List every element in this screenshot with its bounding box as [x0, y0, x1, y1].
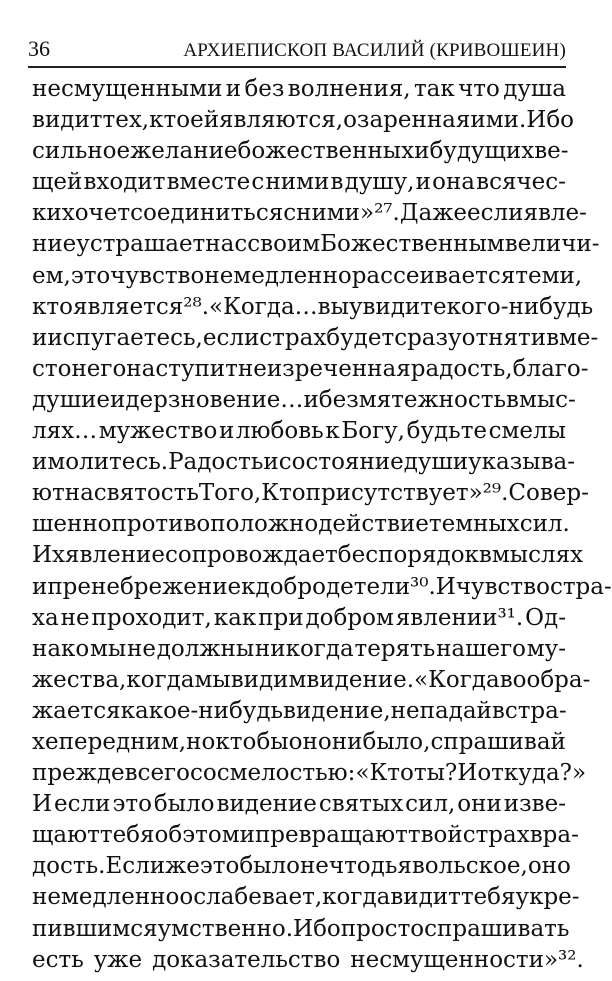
word: отнят — [461, 324, 531, 351]
word: «Когда — [414, 666, 500, 693]
text-line — [32, 229, 600, 260]
word: терять — [354, 635, 436, 662]
text-line — [32, 385, 576, 416]
word: видит — [390, 884, 461, 911]
word: благо- — [512, 355, 589, 382]
word: душие — [32, 386, 111, 413]
word: безмятежность — [318, 386, 506, 413]
text-line — [32, 105, 575, 136]
text-line — [32, 167, 566, 198]
word: ние — [32, 231, 77, 258]
text-line — [32, 74, 566, 105]
word: наступит — [126, 355, 238, 382]
word: не — [60, 604, 90, 631]
text-line — [32, 914, 570, 945]
word: испугаетесь, — [47, 324, 203, 351]
text-line — [32, 696, 566, 727]
word: спрашивать — [424, 915, 570, 942]
word: когда — [126, 666, 195, 693]
text-line — [32, 572, 612, 603]
word: как — [213, 604, 257, 631]
word: стра- — [549, 573, 612, 600]
word: но — [186, 728, 216, 755]
word: чувство — [455, 573, 550, 600]
word: когда — [322, 884, 391, 911]
text-line — [32, 634, 566, 665]
word: в — [491, 697, 505, 724]
word: лях… — [32, 418, 98, 445]
text-line — [32, 603, 566, 634]
word: будет — [326, 324, 395, 351]
word: дерзновение… — [125, 386, 304, 413]
word: есть — [32, 946, 84, 973]
word: видит — [32, 107, 103, 134]
word: умственно. — [157, 915, 294, 942]
word: с — [283, 200, 297, 227]
word: мыс- — [518, 386, 576, 413]
word: не — [390, 697, 420, 724]
word: щают — [32, 822, 100, 849]
word: кого-нибудь — [446, 293, 594, 320]
word: действие — [318, 511, 429, 538]
word: если — [467, 200, 524, 227]
word: ют — [32, 480, 65, 507]
word: будьте — [406, 418, 488, 445]
word: сил. — [519, 511, 570, 538]
text-line — [32, 354, 589, 385]
word: Если — [105, 853, 166, 880]
word: видение — [216, 791, 317, 818]
word: озаренная — [343, 107, 471, 134]
word: к — [325, 418, 340, 445]
word: хе — [32, 728, 59, 755]
text-line — [32, 198, 587, 229]
word: Их — [32, 542, 66, 569]
word: так — [413, 76, 455, 102]
word: неизреченная — [237, 355, 411, 382]
word: ха — [32, 604, 59, 631]
word: кто — [32, 293, 73, 320]
word: является²⁸. — [72, 293, 210, 320]
word: и — [32, 449, 48, 476]
word: и — [414, 138, 430, 165]
word: теми, — [515, 262, 583, 289]
word: при — [258, 604, 304, 631]
word: душа — [503, 76, 566, 102]
word: нако — [32, 635, 90, 662]
word: это — [199, 853, 240, 880]
word: пренебрежение — [47, 573, 242, 600]
word: и — [303, 386, 319, 413]
word: темных — [428, 511, 520, 538]
text-line — [32, 882, 580, 913]
word: ра- — [542, 822, 579, 849]
word: являются, — [219, 107, 344, 134]
word: нас — [205, 231, 248, 258]
word: ними — [265, 169, 330, 196]
word: она — [432, 169, 475, 196]
word: какое-нибудь — [120, 697, 284, 724]
text-line — [32, 665, 591, 696]
word: бы — [256, 728, 289, 755]
word: входит — [83, 169, 166, 196]
word: в — [505, 386, 519, 413]
text-line — [32, 323, 599, 354]
word: всячес- — [476, 169, 566, 196]
word: радость, — [410, 355, 513, 382]
word: святость — [93, 480, 199, 507]
word: оно — [288, 728, 332, 755]
word: божественных — [237, 138, 415, 165]
word: откуда?» — [477, 760, 587, 787]
word: ем, — [32, 262, 71, 289]
word: будущих — [429, 138, 535, 165]
word: сразу — [394, 324, 462, 351]
word: и — [218, 418, 235, 445]
text-line — [32, 292, 594, 323]
word: в — [529, 822, 543, 849]
word: мы — [194, 666, 231, 693]
word: му- — [526, 635, 566, 662]
word: тебя — [99, 822, 155, 849]
word: несмущенности»³². — [350, 946, 584, 973]
word: несмущенными — [32, 76, 223, 102]
text-line — [32, 509, 570, 540]
word: пившимся — [32, 915, 158, 942]
word: кто — [149, 107, 191, 134]
word: если — [54, 791, 111, 818]
word: это — [112, 791, 152, 818]
word: своим — [247, 231, 321, 258]
word: сил, — [405, 791, 456, 818]
word: любовь — [235, 418, 324, 445]
word: Ибо — [293, 915, 341, 942]
word: ты? — [413, 760, 458, 787]
word: добром — [305, 604, 394, 631]
word: ни — [331, 728, 363, 755]
word: Кто — [261, 480, 306, 507]
word: нечто — [299, 853, 371, 880]
word: это — [70, 262, 111, 289]
word: они — [457, 791, 502, 818]
word: немедленно — [32, 884, 180, 911]
text-line — [32, 540, 584, 571]
word: было, — [362, 728, 431, 755]
word: присутствует»²⁹. — [305, 480, 509, 507]
word: молитесь. — [47, 449, 169, 476]
word: «Когда… — [209, 293, 318, 320]
text-line — [32, 820, 579, 851]
word: никогда — [254, 635, 354, 662]
text-line — [32, 478, 589, 509]
word: оно — [527, 853, 571, 880]
word: всего — [124, 760, 190, 787]
word: кто — [215, 728, 257, 755]
word: вы — [317, 293, 349, 320]
word: ослабевает, — [179, 884, 323, 911]
word: противоположно — [111, 511, 319, 538]
word: в — [478, 542, 492, 569]
word: доказательство — [152, 946, 341, 973]
word: и — [530, 324, 547, 351]
word: видение, — [283, 697, 391, 724]
word: просто — [340, 915, 425, 942]
word: и — [32, 573, 48, 600]
word: дьявольское, — [370, 853, 528, 880]
word: видим — [230, 666, 307, 693]
page-number: 36 — [28, 36, 50, 61]
word: в — [330, 169, 344, 196]
word: падай — [419, 697, 492, 724]
word: было — [239, 853, 300, 880]
word: тебя — [460, 884, 516, 911]
word: вме- — [546, 324, 599, 351]
word: волнения, — [287, 76, 411, 102]
word: и — [239, 822, 255, 849]
word: душу, — [344, 169, 415, 196]
word: если — [202, 324, 260, 351]
word: Совер- — [508, 480, 589, 507]
word: сопровождает — [164, 542, 338, 569]
word: видение. — [306, 666, 415, 693]
word: и — [32, 324, 48, 351]
word: желание — [130, 138, 238, 165]
word: Божественным — [320, 231, 505, 258]
word: мужество — [98, 418, 218, 445]
word: страх — [462, 822, 530, 849]
word: явление — [65, 542, 165, 569]
word: шенно — [32, 511, 112, 538]
word: не — [127, 635, 156, 662]
body-text — [32, 74, 612, 976]
word: соединиться — [130, 200, 284, 227]
word: хочет — [61, 200, 131, 227]
word: Богу, — [341, 418, 405, 445]
word: ими. — [470, 107, 527, 134]
word: Даже — [399, 200, 468, 227]
word: изве- — [503, 791, 566, 818]
word: И — [457, 760, 478, 787]
word: Того, — [198, 480, 262, 507]
running-head — [28, 28, 566, 68]
word: увидите — [348, 293, 447, 320]
word: перед — [58, 728, 131, 755]
word: же — [165, 853, 200, 880]
text-line — [32, 789, 566, 820]
word: тех, — [102, 107, 150, 134]
word: без — [244, 76, 285, 102]
text-line — [32, 136, 569, 167]
word: указыва- — [468, 449, 576, 476]
word: и — [110, 386, 126, 413]
word: твой — [407, 822, 463, 849]
word: ки — [32, 200, 62, 227]
word: что — [458, 76, 500, 102]
word: ними»²⁷. — [296, 200, 400, 227]
word: устрашает — [76, 231, 206, 258]
text-line — [32, 416, 566, 447]
text-line — [32, 261, 583, 292]
word: со — [189, 760, 217, 787]
text-line — [32, 727, 566, 758]
word: к — [241, 573, 256, 600]
word: вместе — [166, 169, 251, 196]
word: ним, — [130, 728, 187, 755]
word: Радость — [168, 449, 264, 476]
word: и — [225, 76, 242, 102]
word: проходит, — [91, 604, 212, 631]
word: души — [403, 449, 469, 476]
word: укре- — [515, 884, 580, 911]
word: мы — [90, 635, 127, 662]
word: И — [435, 573, 456, 600]
word: уже — [93, 946, 143, 973]
word: беспорядок — [337, 542, 479, 569]
word: сильное — [32, 138, 131, 165]
word: спрашивай — [430, 728, 566, 755]
word: нашего — [436, 635, 527, 662]
text-line — [32, 758, 587, 789]
word: немедленно — [204, 262, 352, 289]
word: с — [251, 169, 265, 196]
word: превращают — [254, 822, 408, 849]
word: ей — [190, 107, 220, 134]
word: и — [415, 169, 431, 196]
word: было — [153, 791, 215, 818]
word: «Кто — [355, 760, 414, 787]
word: явлении³¹. — [395, 604, 524, 631]
word: этом — [182, 822, 240, 849]
word: величи- — [504, 231, 600, 258]
word: святых — [318, 791, 404, 818]
word: об — [154, 822, 183, 849]
word: должны — [156, 635, 255, 662]
word: вообра- — [499, 666, 591, 693]
word: мыслях — [491, 542, 584, 569]
word: Ибо — [526, 107, 575, 134]
word: щей — [32, 169, 83, 196]
text-line — [32, 447, 576, 478]
word: состояние — [278, 449, 404, 476]
word: него — [71, 355, 127, 382]
word: Од- — [525, 604, 566, 631]
word: стра- — [504, 697, 567, 724]
word: прежде — [32, 760, 125, 787]
word: смелы — [488, 418, 566, 445]
word: добродетели³⁰. — [255, 573, 436, 600]
text-line — [32, 945, 584, 976]
word: и — [263, 449, 279, 476]
word: явле- — [523, 200, 587, 227]
word: сто — [32, 355, 72, 382]
word: дость. — [32, 853, 106, 880]
word: страх — [259, 324, 327, 351]
running-title: АРХИЕПИСКОП ВАСИЛИЙ (КРИВОШЕИН) — [183, 40, 566, 61]
word: жается — [32, 697, 121, 724]
word: ве- — [534, 138, 569, 165]
word: И — [32, 791, 53, 818]
word: чувство — [110, 262, 205, 289]
word: жества, — [32, 666, 127, 693]
word: рассеивается — [351, 262, 516, 289]
word: на — [64, 480, 94, 507]
word: смелостью: — [216, 760, 356, 787]
text-line — [32, 851, 571, 882]
